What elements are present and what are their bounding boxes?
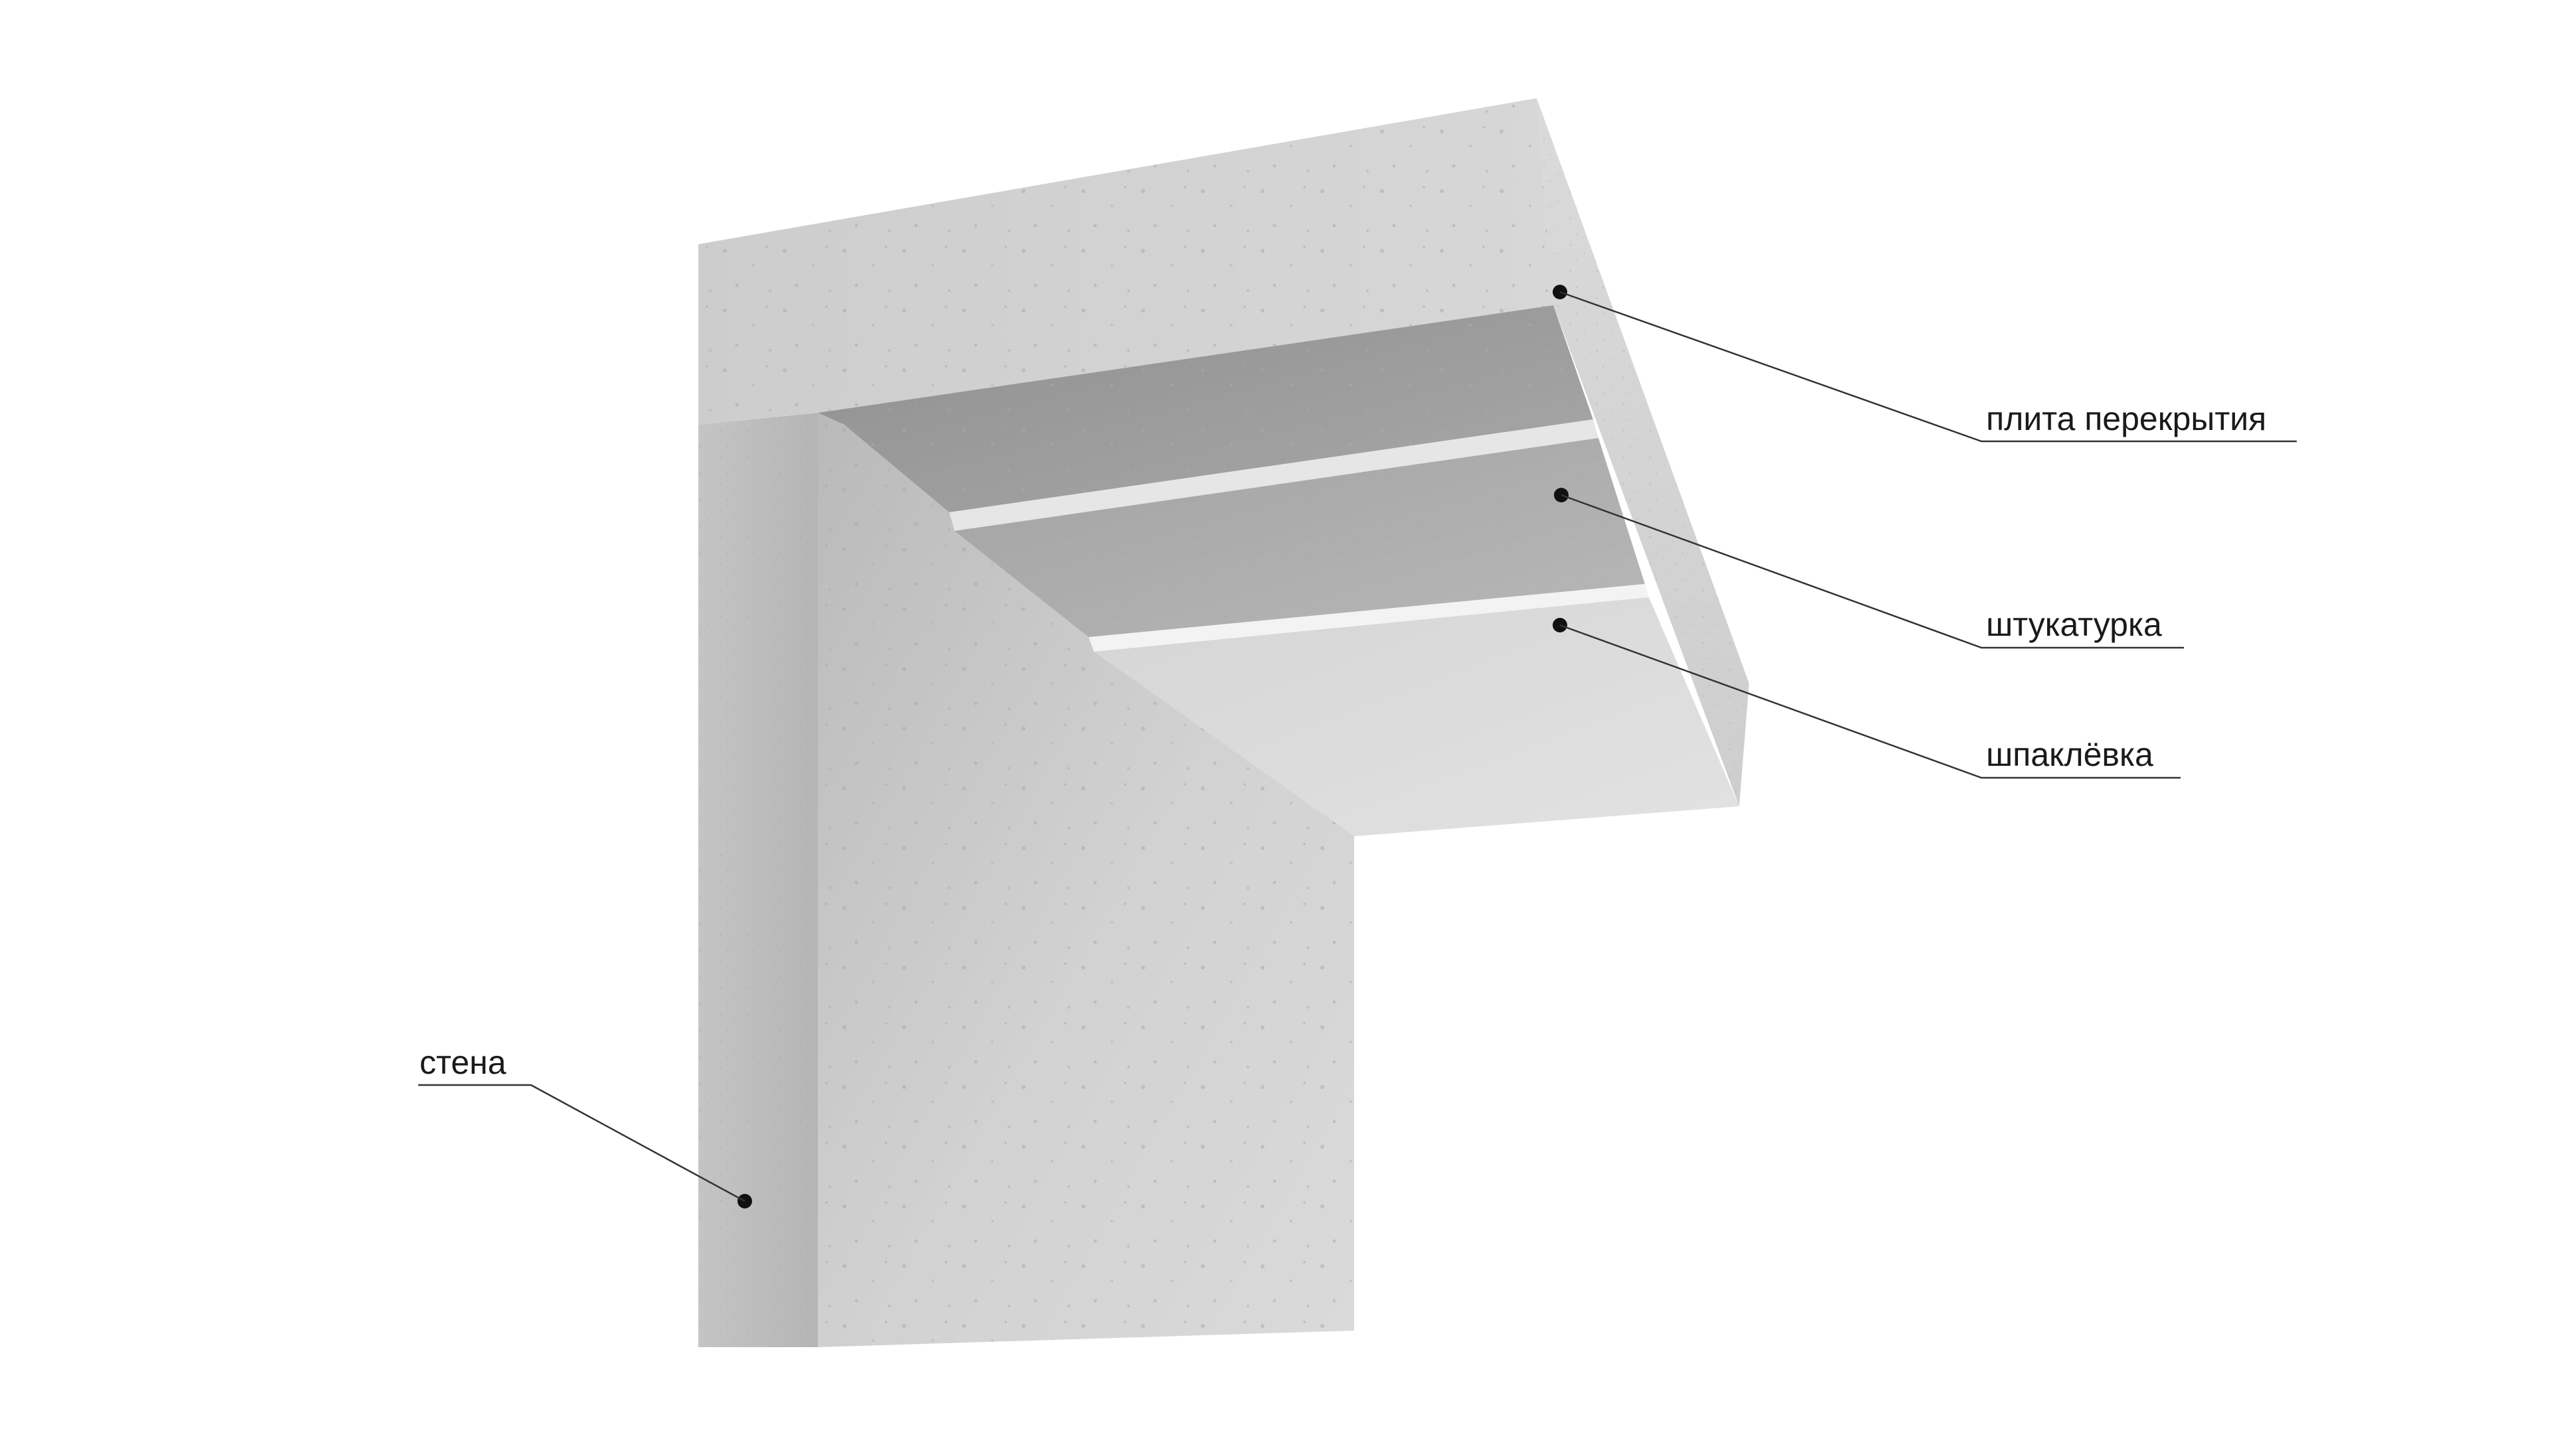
callout-wall-label: стена	[420, 1044, 506, 1081]
callout-wall-leader	[418, 1085, 745, 1201]
callout-slab-label: плита перекрытия	[1986, 400, 2267, 437]
wall-side-texture	[698, 413, 818, 1347]
callout-putty-label: шпаклёвка	[1986, 736, 2153, 773]
callout-slab	[1553, 285, 2297, 441]
callout-plaster-label: штукатурка	[1986, 606, 2162, 643]
